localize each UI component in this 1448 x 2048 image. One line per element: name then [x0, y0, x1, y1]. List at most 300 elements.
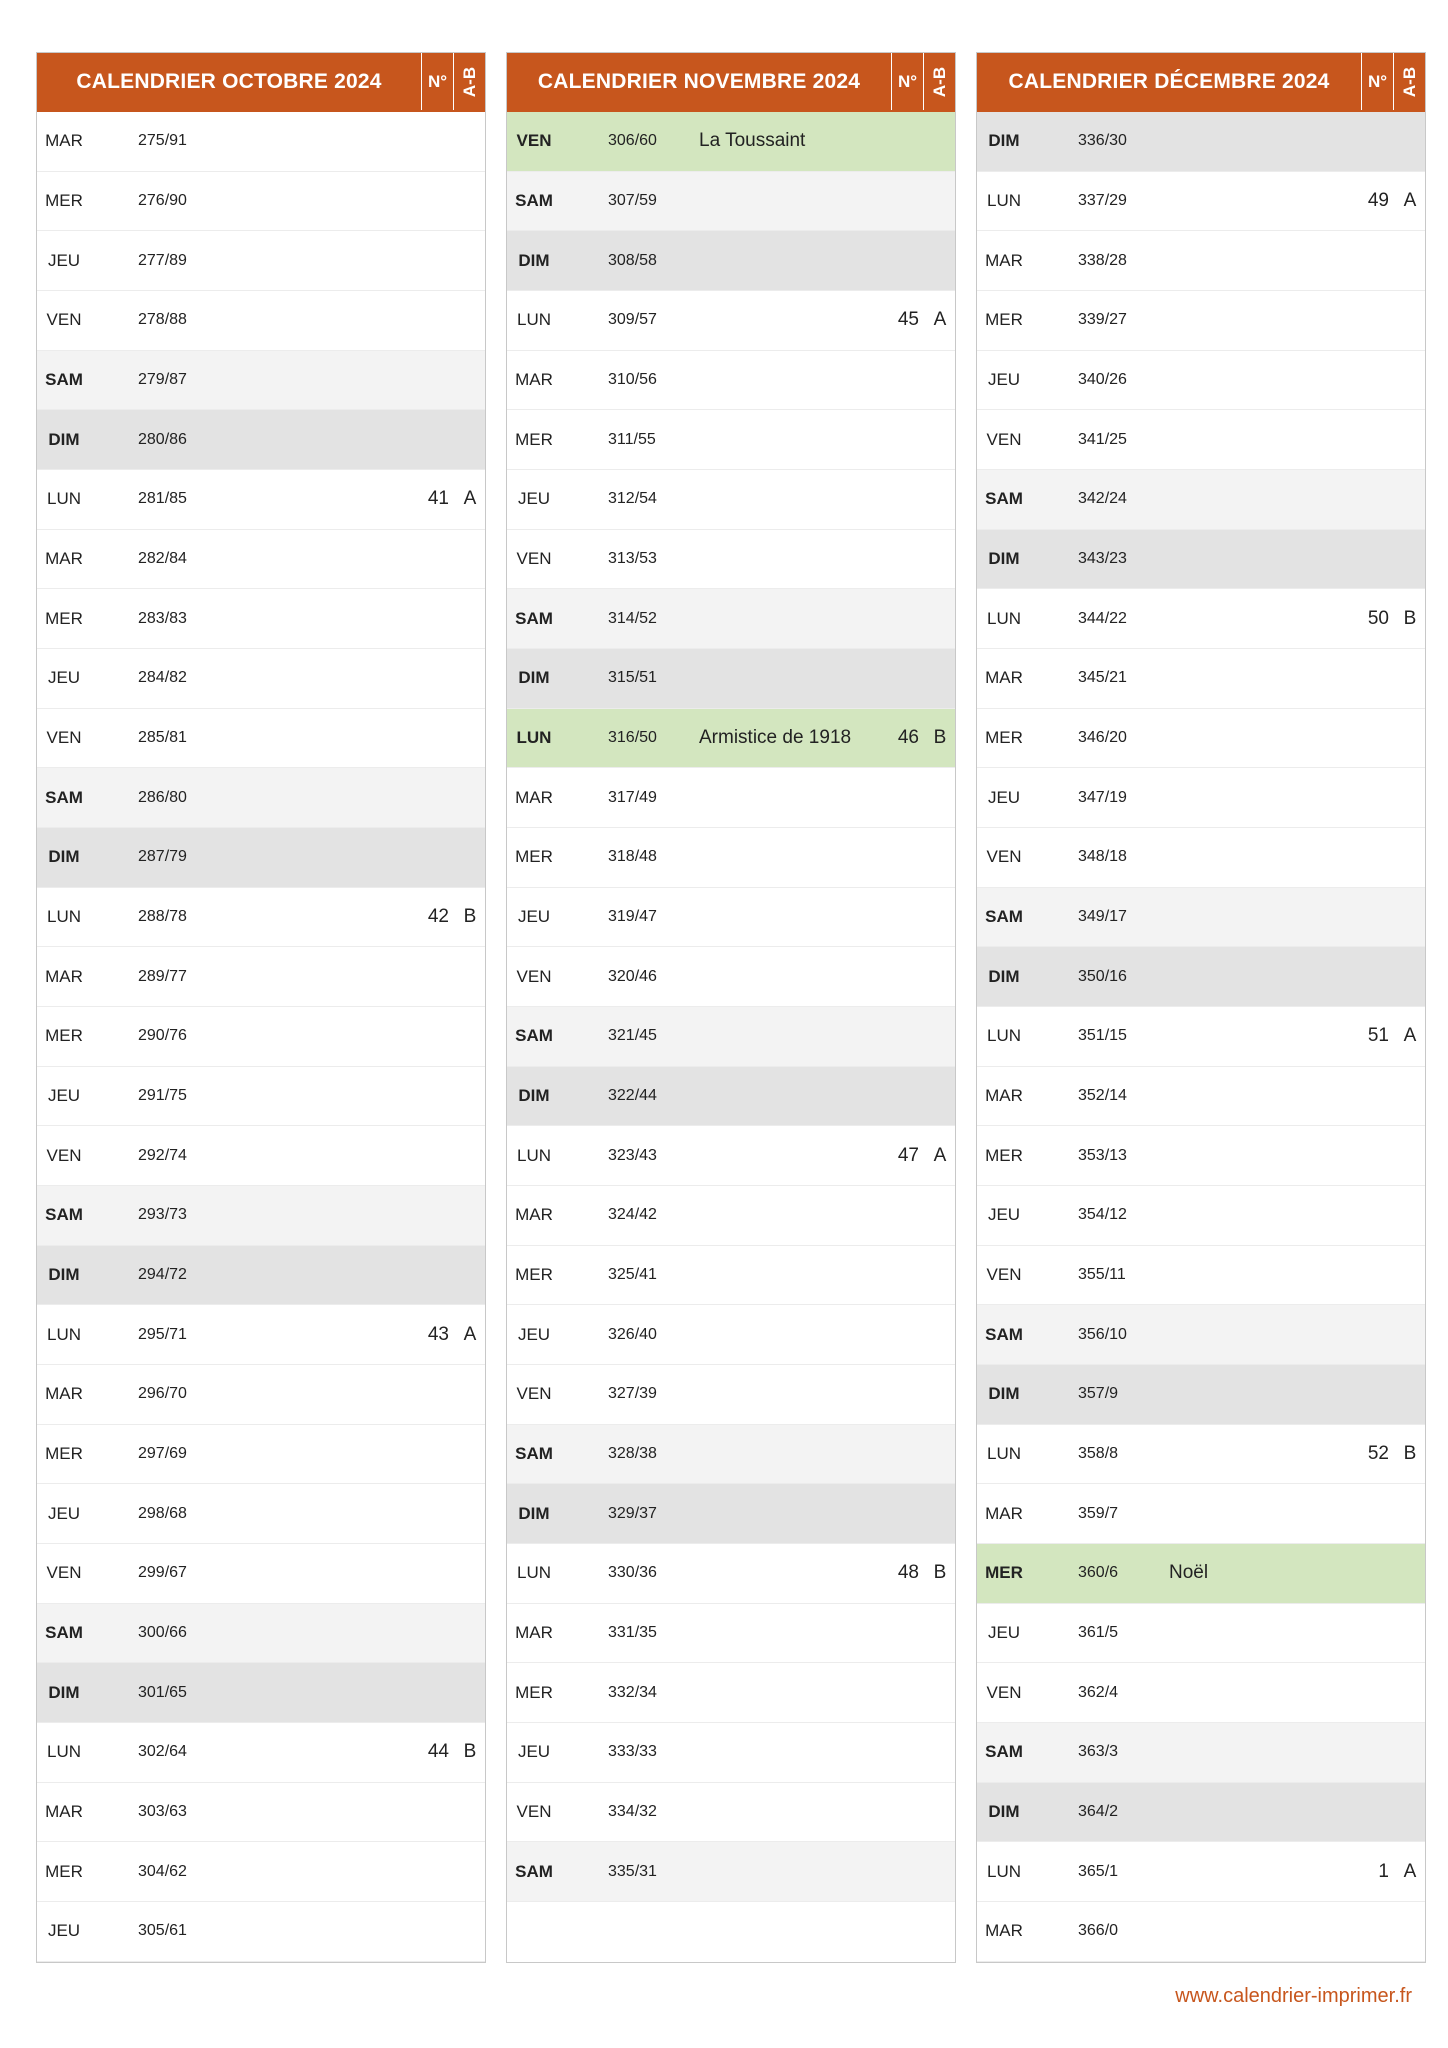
day-name: MAR [45, 1802, 83, 1822]
day-of-year: 332/34 [608, 1683, 657, 1701]
day-name: SAM [985, 907, 1023, 927]
day-name: LUN [986, 191, 1021, 210]
day-row [977, 1723, 1425, 1783]
day-name: JEU [987, 1623, 1021, 1643]
day-name: SAM [985, 1742, 1023, 1762]
day-row [507, 828, 955, 888]
day-name: VEN [46, 1563, 82, 1583]
day-row [977, 888, 1425, 948]
day-of-year: 363/3 [1078, 1743, 1119, 1761]
day-row [977, 112, 1425, 172]
day-of-year: 304/62 [138, 1862, 187, 1880]
day-name: MAR [515, 1205, 553, 1225]
day-of-year: 310/56 [608, 371, 657, 389]
day-of-year: 299/67 [138, 1564, 187, 1582]
day-name: DIM [988, 549, 1020, 569]
day-name: MER [45, 1444, 83, 1464]
day-of-year: 277/89 [138, 251, 187, 269]
day-row [37, 1186, 485, 1246]
day-name: MER [45, 608, 83, 628]
event-label: Noël [1169, 1562, 1209, 1584]
day-row [37, 1305, 485, 1365]
day-row [977, 1663, 1425, 1723]
day-row [977, 1067, 1425, 1127]
day-of-year: 322/44 [608, 1087, 657, 1105]
week-ab: A [933, 1144, 947, 1166]
day-row [977, 1246, 1425, 1306]
day-row [977, 1365, 1425, 1425]
week-ab: A [1403, 190, 1417, 211]
month-header [977, 53, 1425, 113]
day-name: MAR [45, 131, 83, 151]
day-of-year: 333/33 [608, 1743, 657, 1761]
day-of-year: 323/43 [608, 1146, 657, 1164]
day-name: MER [515, 429, 553, 449]
day-of-year: 300/66 [138, 1624, 187, 1642]
day-of-year: 366/0 [1078, 1922, 1119, 1940]
week-ab: B [933, 1562, 947, 1584]
day-row [977, 1007, 1425, 1067]
day-of-year: 362/4 [1078, 1683, 1119, 1701]
day-name: SAM [45, 370, 83, 390]
day-row [37, 1126, 485, 1186]
day-row [507, 1544, 955, 1604]
day-of-year: 275/91 [138, 132, 187, 150]
day-of-year: 303/63 [138, 1803, 187, 1821]
day-of-year: 311/55 [608, 430, 656, 448]
day-name: JEU [517, 1742, 551, 1762]
day-name: SAM [45, 1205, 83, 1225]
holiday-row [507, 709, 955, 769]
week-number-header: N° [891, 53, 923, 110]
day-row [37, 112, 485, 172]
day-name: DIM [518, 1503, 550, 1523]
day-of-year: 327/39 [608, 1385, 657, 1403]
month-header [507, 53, 955, 113]
day-row [37, 768, 485, 828]
day-of-year: 351/15 [1078, 1027, 1127, 1045]
day-of-year: 337/29 [1078, 192, 1127, 209]
day-row [977, 410, 1425, 470]
day-name: DIM [48, 1265, 80, 1285]
day-of-year: 279/87 [138, 371, 187, 389]
holiday-row [977, 1544, 1425, 1604]
day-name: DIM [988, 1384, 1020, 1404]
day-row [507, 888, 955, 948]
day-row [507, 351, 955, 411]
day-name: MER [985, 310, 1023, 330]
day-row [507, 1842, 955, 1902]
ab-header: A-B [453, 53, 485, 110]
day-name: MAR [985, 1921, 1023, 1941]
day-of-year: 301/65 [138, 1683, 187, 1701]
day-name: LUN [46, 907, 81, 927]
day-row [507, 768, 955, 828]
month-october [36, 52, 486, 1963]
day-name: VEN [46, 310, 82, 330]
day-of-year: 343/23 [1078, 550, 1127, 568]
ab-header: A-B [923, 53, 955, 110]
website-link[interactable]: www.calendrier-imprimer.fr [1175, 1985, 1412, 2007]
day-of-year: 306/60 [608, 132, 657, 150]
day-name: LUN [516, 310, 551, 330]
day-row [37, 1902, 485, 1962]
week-number-header: N° [1361, 53, 1393, 110]
day-of-year: 361/5 [1078, 1624, 1119, 1642]
day-row [507, 231, 955, 291]
day-name: VEN [516, 1384, 552, 1404]
day-row [37, 1425, 485, 1485]
day-row [37, 530, 485, 590]
event-label: Armistice de 1918 [699, 727, 852, 749]
day-of-year: 320/46 [608, 967, 657, 985]
day-row [977, 231, 1425, 291]
day-row [507, 530, 955, 590]
day-name: MER [985, 728, 1023, 748]
day-name: JEU [517, 1324, 551, 1344]
day-row [507, 1484, 955, 1544]
day-row [507, 589, 955, 649]
day-of-year: 360/6 [1078, 1564, 1119, 1582]
day-name: VEN [986, 1265, 1022, 1285]
day-name: DIM [48, 1682, 80, 1702]
day-row [37, 1544, 485, 1604]
day-row [507, 1663, 955, 1723]
day-name: MER [515, 847, 553, 867]
day-of-year: 357/9 [1078, 1385, 1119, 1403]
week-number: 50 [1367, 607, 1389, 629]
day-of-year: 295/71 [138, 1325, 187, 1343]
day-name: VEN [986, 429, 1022, 449]
day-name: MAR [515, 1623, 553, 1643]
day-name: DIM [518, 250, 550, 270]
day-row [977, 589, 1425, 649]
day-name: DIM [48, 429, 80, 449]
day-name: LUN [986, 1861, 1021, 1881]
day-name: SAM [515, 608, 553, 628]
day-name: SAM [985, 1324, 1023, 1344]
day-row [37, 649, 485, 709]
day-row [37, 1604, 485, 1664]
day-of-year: 352/14 [1078, 1087, 1127, 1105]
day-row [977, 947, 1425, 1007]
ab-header: A-B [1393, 53, 1425, 110]
day-name: LUN [516, 1145, 551, 1165]
week-number: 41 [427, 488, 449, 510]
month-title: CALENDRIER NOVEMBRE 2024 [537, 70, 861, 93]
day-of-year: 283/83 [138, 609, 187, 627]
day-of-year: 280/86 [138, 430, 187, 448]
day-row [507, 410, 955, 470]
day-row [37, 470, 485, 530]
day-name: JEU [47, 1503, 81, 1523]
day-row [507, 1365, 955, 1425]
day-of-year: 326/40 [608, 1325, 657, 1343]
month-header [37, 53, 485, 113]
day-of-year: 350/16 [1078, 967, 1127, 985]
day-name: MER [45, 191, 83, 210]
day-of-year: 290/76 [138, 1027, 187, 1045]
day-of-year: 297/69 [138, 1445, 187, 1463]
day-of-year: 340/26 [1078, 371, 1127, 389]
day-of-year: 330/36 [608, 1564, 657, 1582]
day-row [507, 1246, 955, 1306]
week-number: 47 [897, 1144, 919, 1166]
week-number: 51 [1367, 1025, 1389, 1047]
day-of-year: 281/85 [138, 490, 187, 508]
day-list [37, 112, 485, 1962]
day-of-year: 312/54 [608, 490, 657, 508]
day-row [507, 291, 955, 351]
day-row [37, 1246, 485, 1306]
day-of-year: 349/17 [1078, 908, 1127, 926]
day-of-year: 319/47 [608, 908, 657, 926]
day-of-year: 285/81 [138, 729, 187, 747]
day-name: VEN [46, 1145, 82, 1165]
week-ab: A [1403, 1860, 1417, 1882]
day-of-year: 302/64 [138, 1743, 187, 1761]
day-row [507, 947, 955, 1007]
day-of-year: 289/77 [138, 967, 187, 985]
week-ab: B [463, 906, 477, 928]
week-ab: B [1403, 607, 1417, 629]
week-number: 1 [1378, 1860, 1389, 1882]
week-ab: B [1403, 1443, 1417, 1465]
day-of-year: 346/20 [1078, 729, 1127, 747]
day-of-year: 309/57 [608, 311, 657, 329]
day-name: JEU [47, 250, 81, 270]
day-of-year: 314/52 [608, 609, 657, 627]
day-row [37, 1783, 485, 1843]
week-number: 46 [897, 727, 919, 749]
day-row [977, 828, 1425, 888]
day-of-year: 335/31 [608, 1862, 657, 1880]
week-number: 43 [427, 1323, 449, 1345]
day-name: LUN [986, 1444, 1021, 1464]
day-row [37, 351, 485, 411]
day-row [37, 1484, 485, 1544]
day-name: MAR [515, 787, 553, 807]
week-number: 45 [897, 309, 919, 331]
day-name: JEU [517, 489, 551, 509]
day-row [507, 1186, 955, 1246]
day-of-year: 328/38 [608, 1445, 657, 1463]
day-row [977, 1842, 1425, 1902]
day-of-year: 324/42 [608, 1206, 657, 1224]
day-of-year: 315/51 [608, 669, 657, 687]
day-of-year: 278/88 [138, 311, 187, 329]
day-name: LUN [986, 608, 1021, 628]
day-name: JEU [987, 1205, 1021, 1225]
day-row [507, 470, 955, 530]
day-row [37, 888, 485, 948]
day-name: VEN [46, 728, 82, 748]
day-of-year: 276/90 [138, 192, 187, 209]
day-of-year: 364/2 [1078, 1803, 1119, 1821]
day-name: VEN [516, 549, 552, 569]
week-ab: A [933, 309, 947, 331]
day-name: MAR [985, 1086, 1023, 1106]
day-of-year: 365/1 [1078, 1862, 1119, 1880]
week-number: 52 [1367, 1443, 1389, 1465]
day-name: VEN [516, 1802, 552, 1822]
day-of-year: 313/53 [608, 550, 657, 568]
day-name: VEN [516, 131, 552, 151]
day-of-year: 331/35 [608, 1624, 657, 1642]
day-name: MAR [985, 250, 1023, 270]
day-list [977, 112, 1425, 1962]
day-row [37, 1067, 485, 1127]
day-name: JEU [517, 907, 551, 927]
day-row [977, 1305, 1425, 1365]
day-row [507, 1305, 955, 1365]
day-row [37, 1007, 485, 1067]
day-of-year: 336/30 [1078, 132, 1127, 150]
day-row [37, 828, 485, 888]
day-name: MER [515, 1265, 553, 1285]
holiday-row [507, 112, 955, 172]
day-row [977, 470, 1425, 530]
day-of-year: 284/82 [138, 669, 187, 687]
day-row [37, 1723, 485, 1783]
week-ab: B [463, 1741, 477, 1763]
month-title: CALENDRIER DÉCEMBRE 2024 [1008, 70, 1330, 93]
day-of-year: 308/58 [608, 251, 657, 269]
day-of-year: 356/10 [1078, 1325, 1127, 1343]
day-row [507, 649, 955, 709]
day-name: JEU [47, 1086, 81, 1106]
day-name: MAR [985, 668, 1023, 688]
day-name: DIM [988, 1802, 1020, 1822]
day-name: MAR [45, 549, 83, 569]
month-december [976, 52, 1426, 1963]
day-of-year: 291/75 [138, 1087, 187, 1105]
day-of-year: 325/41 [608, 1266, 657, 1284]
day-of-year: 353/13 [1078, 1146, 1127, 1164]
day-row [37, 1663, 485, 1723]
day-name: SAM [515, 1444, 553, 1464]
day-name: DIM [48, 847, 80, 867]
day-name: MER [515, 1682, 553, 1702]
day-name: MAR [45, 1384, 83, 1404]
day-name: VEN [986, 847, 1022, 867]
day-row [977, 530, 1425, 590]
day-of-year: 339/27 [1078, 311, 1127, 329]
day-row [977, 649, 1425, 709]
week-number: 48 [897, 1562, 919, 1584]
day-name: DIM [988, 966, 1020, 986]
week-number-header: N° [421, 53, 453, 110]
day-row [977, 1783, 1425, 1843]
day-of-year: 317/49 [608, 788, 657, 806]
day-row [37, 291, 485, 351]
day-name: JEU [47, 1921, 81, 1941]
day-name: SAM [45, 1623, 83, 1643]
day-row [37, 709, 485, 769]
week-ab: B [933, 727, 947, 749]
day-of-year: 358/8 [1078, 1445, 1119, 1463]
day-of-year: 294/72 [138, 1266, 187, 1284]
day-of-year: 298/68 [138, 1504, 187, 1522]
day-of-year: 293/73 [138, 1206, 187, 1224]
week-ab: A [463, 488, 477, 510]
day-name: SAM [515, 191, 553, 210]
day-row [507, 172, 955, 232]
day-name: JEU [987, 787, 1021, 807]
day-of-year: 342/24 [1078, 490, 1127, 508]
day-name: JEU [47, 668, 81, 688]
day-row [507, 1007, 955, 1067]
week-number: 42 [427, 906, 449, 928]
day-of-year: 288/78 [138, 908, 187, 926]
day-of-year: 334/32 [608, 1803, 657, 1821]
day-row [977, 1902, 1425, 1962]
day-row [977, 351, 1425, 411]
day-row [977, 1186, 1425, 1246]
day-name: DIM [518, 1086, 550, 1106]
day-name: DIM [518, 668, 550, 688]
day-of-year: 286/80 [138, 788, 187, 806]
day-row [507, 1425, 955, 1485]
day-of-year: 344/22 [1078, 609, 1127, 627]
day-of-year: 305/61 [138, 1922, 187, 1940]
day-name: VEN [516, 966, 552, 986]
day-of-year: 355/11 [1078, 1266, 1126, 1284]
day-of-year: 345/21 [1078, 669, 1127, 687]
week-ab: A [463, 1323, 477, 1345]
day-name: MER [985, 1563, 1023, 1583]
day-of-year: 341/25 [1078, 430, 1127, 448]
day-row [507, 1723, 955, 1783]
day-of-year: 338/28 [1078, 251, 1127, 269]
day-of-year: 292/74 [138, 1146, 187, 1164]
day-of-year: 282/84 [138, 550, 187, 568]
day-name: LUN [46, 489, 81, 509]
day-row [507, 1067, 955, 1127]
day-name: DIM [988, 131, 1020, 151]
day-of-year: 329/37 [608, 1504, 657, 1522]
day-row [977, 172, 1425, 232]
day-row [977, 1425, 1425, 1485]
day-row [37, 1842, 485, 1902]
day-row [507, 1126, 955, 1186]
day-row [37, 231, 485, 291]
day-of-year: 354/12 [1078, 1206, 1127, 1224]
day-row [37, 589, 485, 649]
day-row [977, 1484, 1425, 1544]
day-of-year: 347/19 [1078, 788, 1127, 806]
day-row [507, 1783, 955, 1843]
day-row [977, 291, 1425, 351]
month-november [506, 52, 956, 1963]
day-row [37, 1365, 485, 1425]
month-title: CALENDRIER OCTOBRE 2024 [76, 70, 382, 93]
day-name: SAM [45, 787, 83, 807]
day-of-year: 296/70 [138, 1385, 187, 1403]
day-row [37, 410, 485, 470]
day-name: LUN [516, 1563, 551, 1583]
day-of-year: 287/79 [138, 848, 187, 866]
day-of-year: 318/48 [608, 848, 657, 866]
day-name: MER [45, 1026, 83, 1046]
week-ab: A [1403, 1025, 1417, 1047]
week-number: 44 [427, 1741, 449, 1763]
week-number: 49 [1367, 190, 1389, 211]
day-name: LUN [516, 728, 552, 748]
day-name: JEU [987, 370, 1021, 390]
day-of-year: 348/18 [1078, 848, 1127, 866]
day-name: MAR [515, 370, 553, 390]
